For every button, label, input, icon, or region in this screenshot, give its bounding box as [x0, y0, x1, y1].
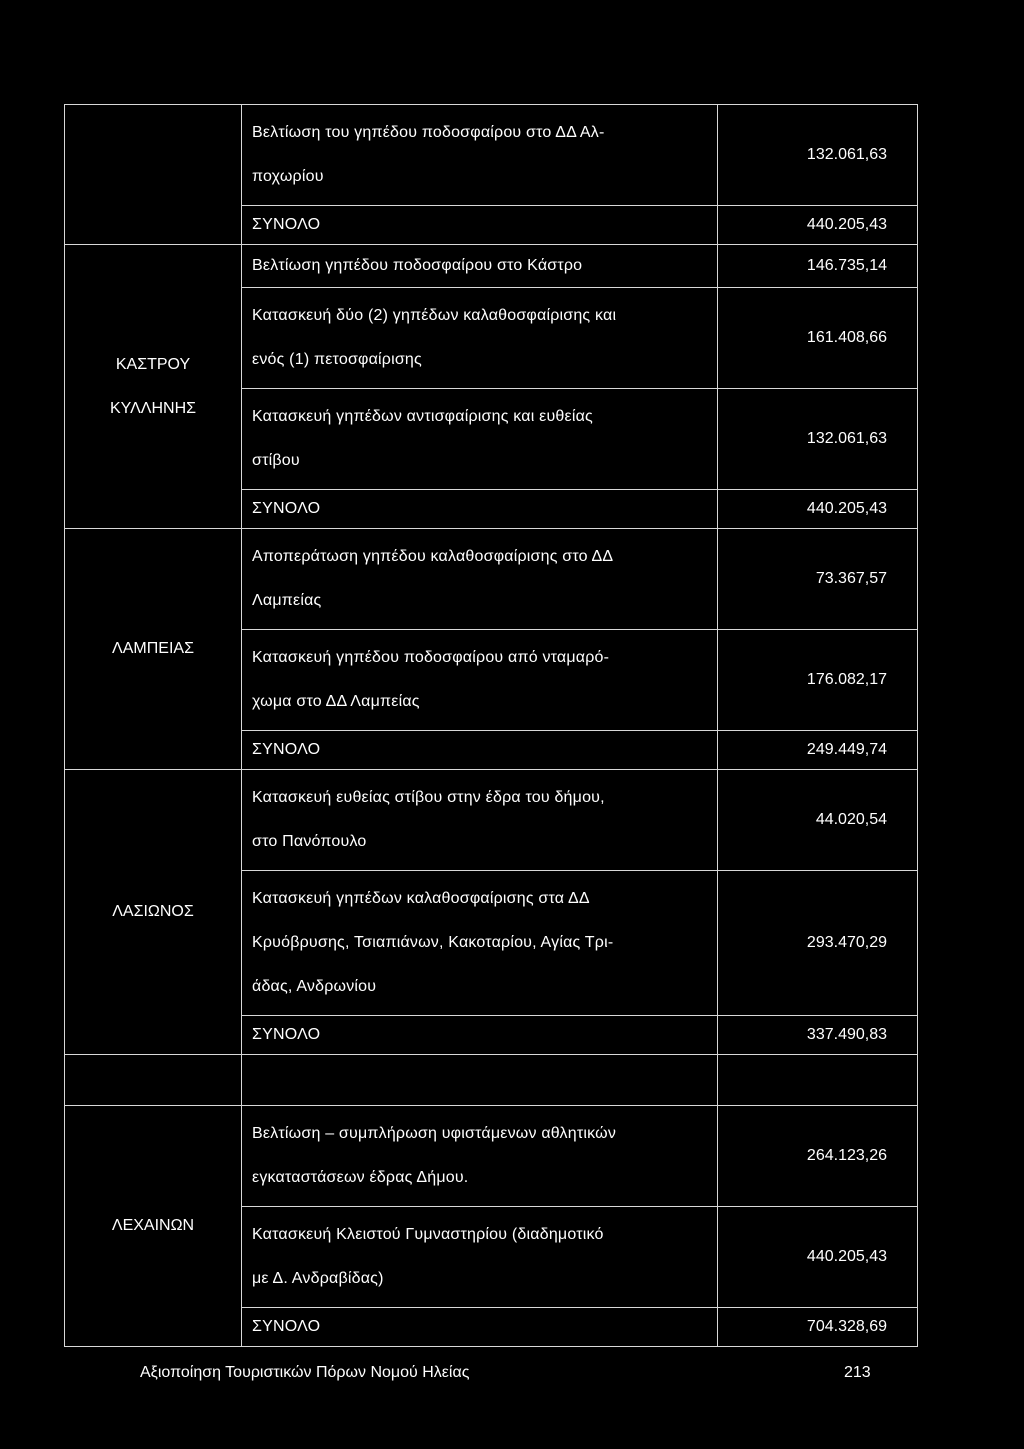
budget-table: [64, 104, 918, 1347]
project-amount: 161.408,66: [718, 288, 918, 389]
project-description: Βελτίωση του γηπέδου ποδοσφαίρου στο ΔΔ Αλ- ποχωρίου: [242, 105, 718, 206]
area-name-line-1: ΚΑΣΤΡΟΥ: [115, 355, 191, 373]
table-row: [65, 1106, 918, 1207]
total-label: ΣΥΝΟΛΟ: [242, 731, 718, 770]
total-amount: 337.490,83: [718, 1016, 918, 1055]
total-label: ΣΥΝΟΛΟ: [242, 1016, 718, 1055]
total-label: ΣΥΝΟΛΟ: [242, 206, 718, 245]
area-cell: ΛΑΜΠΕΙΑΣ: [65, 529, 242, 770]
page-footer: [0, 1360, 1024, 1390]
area-cell: ΛΕΧΑΙΝΩΝ: [65, 1106, 242, 1347]
total-amount: 249.449,74: [718, 731, 918, 770]
total-amount: 440.205,43: [718, 206, 918, 245]
project-amount: 440.205,43: [718, 1207, 918, 1308]
total-label: ΣΥΝΟΛΟ: [242, 1308, 718, 1347]
spacer-row: [65, 1055, 918, 1106]
area-cell: [65, 245, 242, 529]
table-row: [65, 529, 918, 630]
total-amount: 704.328,69: [718, 1308, 918, 1347]
project-description: Αποπεράτωση γηπέδου καλαθοσφαίρισης στο ΔΔ Λαμπείας: [242, 529, 718, 630]
page-number: 213: [844, 1364, 871, 1381]
project-description: Κατασκευή δύο (2) γηπέδων καλαθοσφαίρισης και ενός (1) πετοσφαίρισης: [242, 288, 718, 389]
area-cell: ΛΑΣΙΩΝΟΣ: [65, 770, 242, 1055]
table-row: [65, 105, 918, 206]
project-amount: 176.082,17: [718, 630, 918, 731]
project-amount: 146.735,14: [718, 245, 918, 288]
table-row: [65, 245, 918, 288]
project-amount: 264.123,26: [718, 1106, 918, 1207]
project-amount: 132.061,63: [718, 105, 918, 206]
project-description: Κατασκευή γηπέδου ποδοσφαίρου από νταμαρό- χωμα στο ΔΔ Λαμπείας: [242, 630, 718, 731]
project-amount: 293.470,29: [718, 871, 918, 1016]
area-name-line-2: ΚΥΛΛΗΝΗΣ: [109, 399, 197, 417]
project-description: Κατασκευή Κλειστού Γυμναστηρίου (διαδημοτικό με Δ. Ανδραβίδας): [242, 1207, 718, 1308]
project-amount: 44.020,54: [718, 770, 918, 871]
project-description: Κατασκευή γηπέδων καλαθοσφαίρισης στα ΔΔ Κρυόβρυσης, Τσιαπιάνων, Κακοταρίου, Αγίας Τρι- άδας, Ανδρωνίου: [242, 871, 718, 1016]
project-amount: 73.367,57: [718, 529, 918, 630]
total-amount: 440.205,43: [718, 490, 918, 529]
project-description: Βελτίωση γηπέδου ποδοσφαίρου στο Κάστρο: [242, 245, 718, 288]
footer-title: Αξιοποίηση Τουριστικών Πόρων Νομού Ηλείας: [140, 1364, 470, 1381]
table-row: [65, 770, 918, 871]
total-label: ΣΥΝΟΛΟ: [242, 490, 718, 529]
project-description: Βελτίωση – συμπλήρωση υφιστάμενων αθλητικών εγκαταστάσεων έδρας Δήμου.: [242, 1106, 718, 1207]
area-cell: [65, 105, 242, 245]
project-amount: 132.061,63: [718, 389, 918, 490]
project-description: Κατασκευή ευθείας στίβου στην έδρα του δήμου, στο Πανόπουλο: [242, 770, 718, 871]
project-description: Κατασκευή γηπέδων αντισφαίρισης και ευθείας στίβου: [242, 389, 718, 490]
